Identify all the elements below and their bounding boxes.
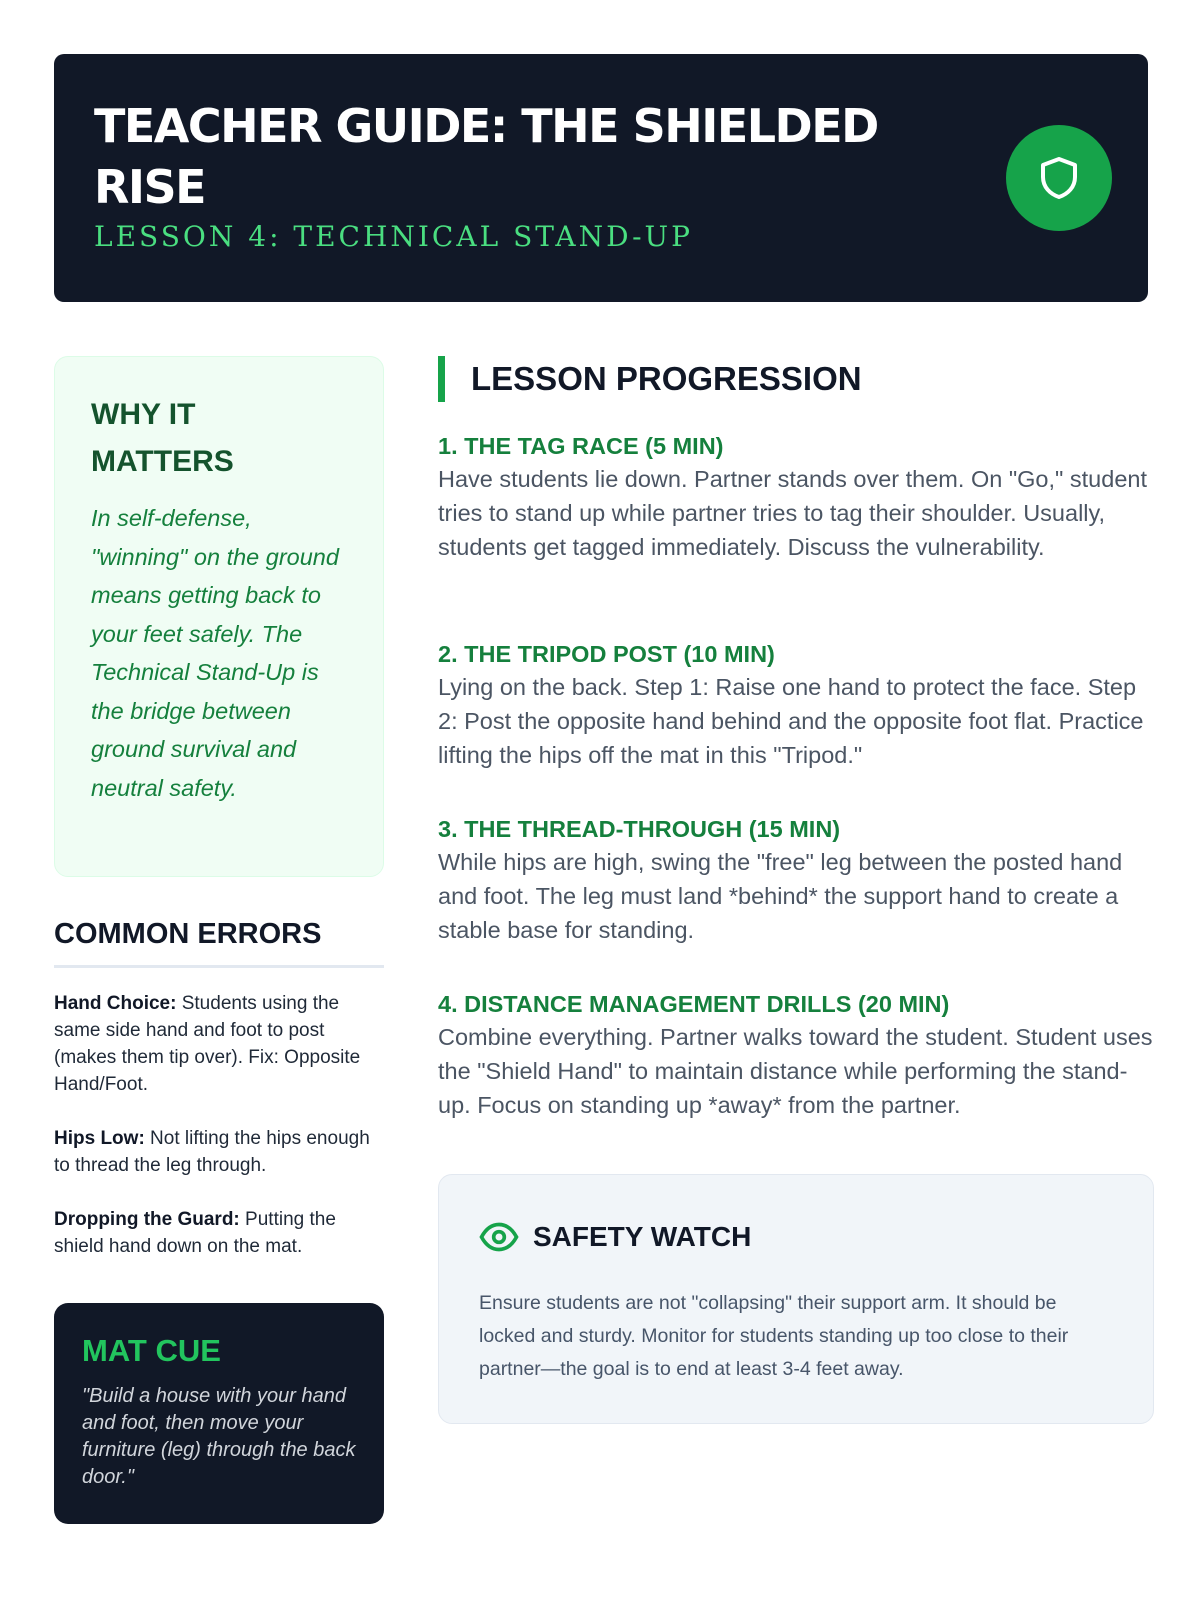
step-title: 2. THE TRIPOD POST (10 MIN) [438, 641, 775, 667]
error-item [54, 1206, 384, 1260]
error-label: Hand Choice: [54, 993, 177, 1014]
step-text: Have students lie down. Partner stands over them. On "Go," student tries to stand up while partner tries to tag their shoulder. Usually, students get tagged immediately. Discuss the vulnerability. [438, 466, 1147, 560]
header-banner [54, 54, 1148, 302]
progression-step [438, 430, 1154, 564]
error-text: Putting the shield hand down on the mat. [54, 1209, 336, 1257]
error-item [54, 1125, 384, 1179]
shield-badge [1006, 125, 1112, 231]
shield-icon [1035, 154, 1083, 202]
progression-step [438, 813, 1154, 947]
mat-cue-card [54, 1303, 384, 1524]
safety-header [479, 1217, 1113, 1257]
error-text: Not lifting the hips enough to thread the leg through. [54, 1128, 370, 1176]
step-text: Combine everything. Partner walks toward the student. Student uses the "Shield Hand" to maintain distance while performing the stand-up. Focus on standing up *away* from the partner. [438, 1024, 1153, 1118]
eye-icon [479, 1217, 519, 1257]
safety-text: Ensure students are not "collapsing" their support arm. It should be locked and sturdy. Monitor for students standing up too close to their partner—the goal is to end at least 3-4 feet away. [479, 1292, 1069, 1380]
safety-title: SAFETY WATCH [533, 1221, 752, 1252]
step-text: While hips are high, swing the "free" leg between the posted hand and foot. The leg must land *behind* the support hand to create a stable base for standing. [438, 849, 1123, 943]
progression-step [438, 638, 1154, 772]
step-text: Lying on the back. Step 1: Raise one hand to protect the face. Step 2: Post the opposite hand behind and the opposite foot flat. Practice lifting the hips off the mat in this "Tripod." [438, 674, 1144, 768]
error-text: Students using the same side hand and foot to post (makes them tip over). Fix: Opposite Hand/Foot. [54, 993, 361, 1095]
step-title: 4. DISTANCE MANAGEMENT DRILLS (20 MIN) [438, 991, 950, 1017]
why-title: WHY IT MATTERS [91, 398, 234, 478]
error-label: Dropping the Guard: [54, 1209, 240, 1230]
error-label: Hips Low: [54, 1128, 145, 1149]
common-errors-list [54, 990, 384, 1287]
progression-step [438, 988, 1154, 1122]
safety-watch-card [438, 1174, 1154, 1424]
page-title: TEACHER GUIDE: THE SHIELDED RISE [94, 99, 878, 214]
why-it-matters-card [54, 356, 384, 877]
why-text: In self-defense, "winning" on the ground means getting back to your feet safely. The Technical Stand-Up is the bridge between ground survival and neutral safety. [91, 505, 339, 801]
error-item [54, 990, 384, 1098]
lesson-progression-heading: LESSON PROGRESSION [438, 356, 1148, 402]
lesson-subtitle: LESSON 4: TECHNICAL STAND-UP [94, 220, 693, 253]
step-title: 3. THE THREAD-THROUGH (15 MIN) [438, 816, 841, 842]
mat-cue-text: "Build a house with your hand and foot, then move your furniture (leg) through the back door." [82, 1385, 356, 1488]
mat-cue-title: MAT CUE [82, 1333, 221, 1368]
step-title: 1. THE TAG RACE (5 MIN) [438, 433, 724, 459]
common-errors-heading: COMMON ERRORS [54, 918, 384, 968]
